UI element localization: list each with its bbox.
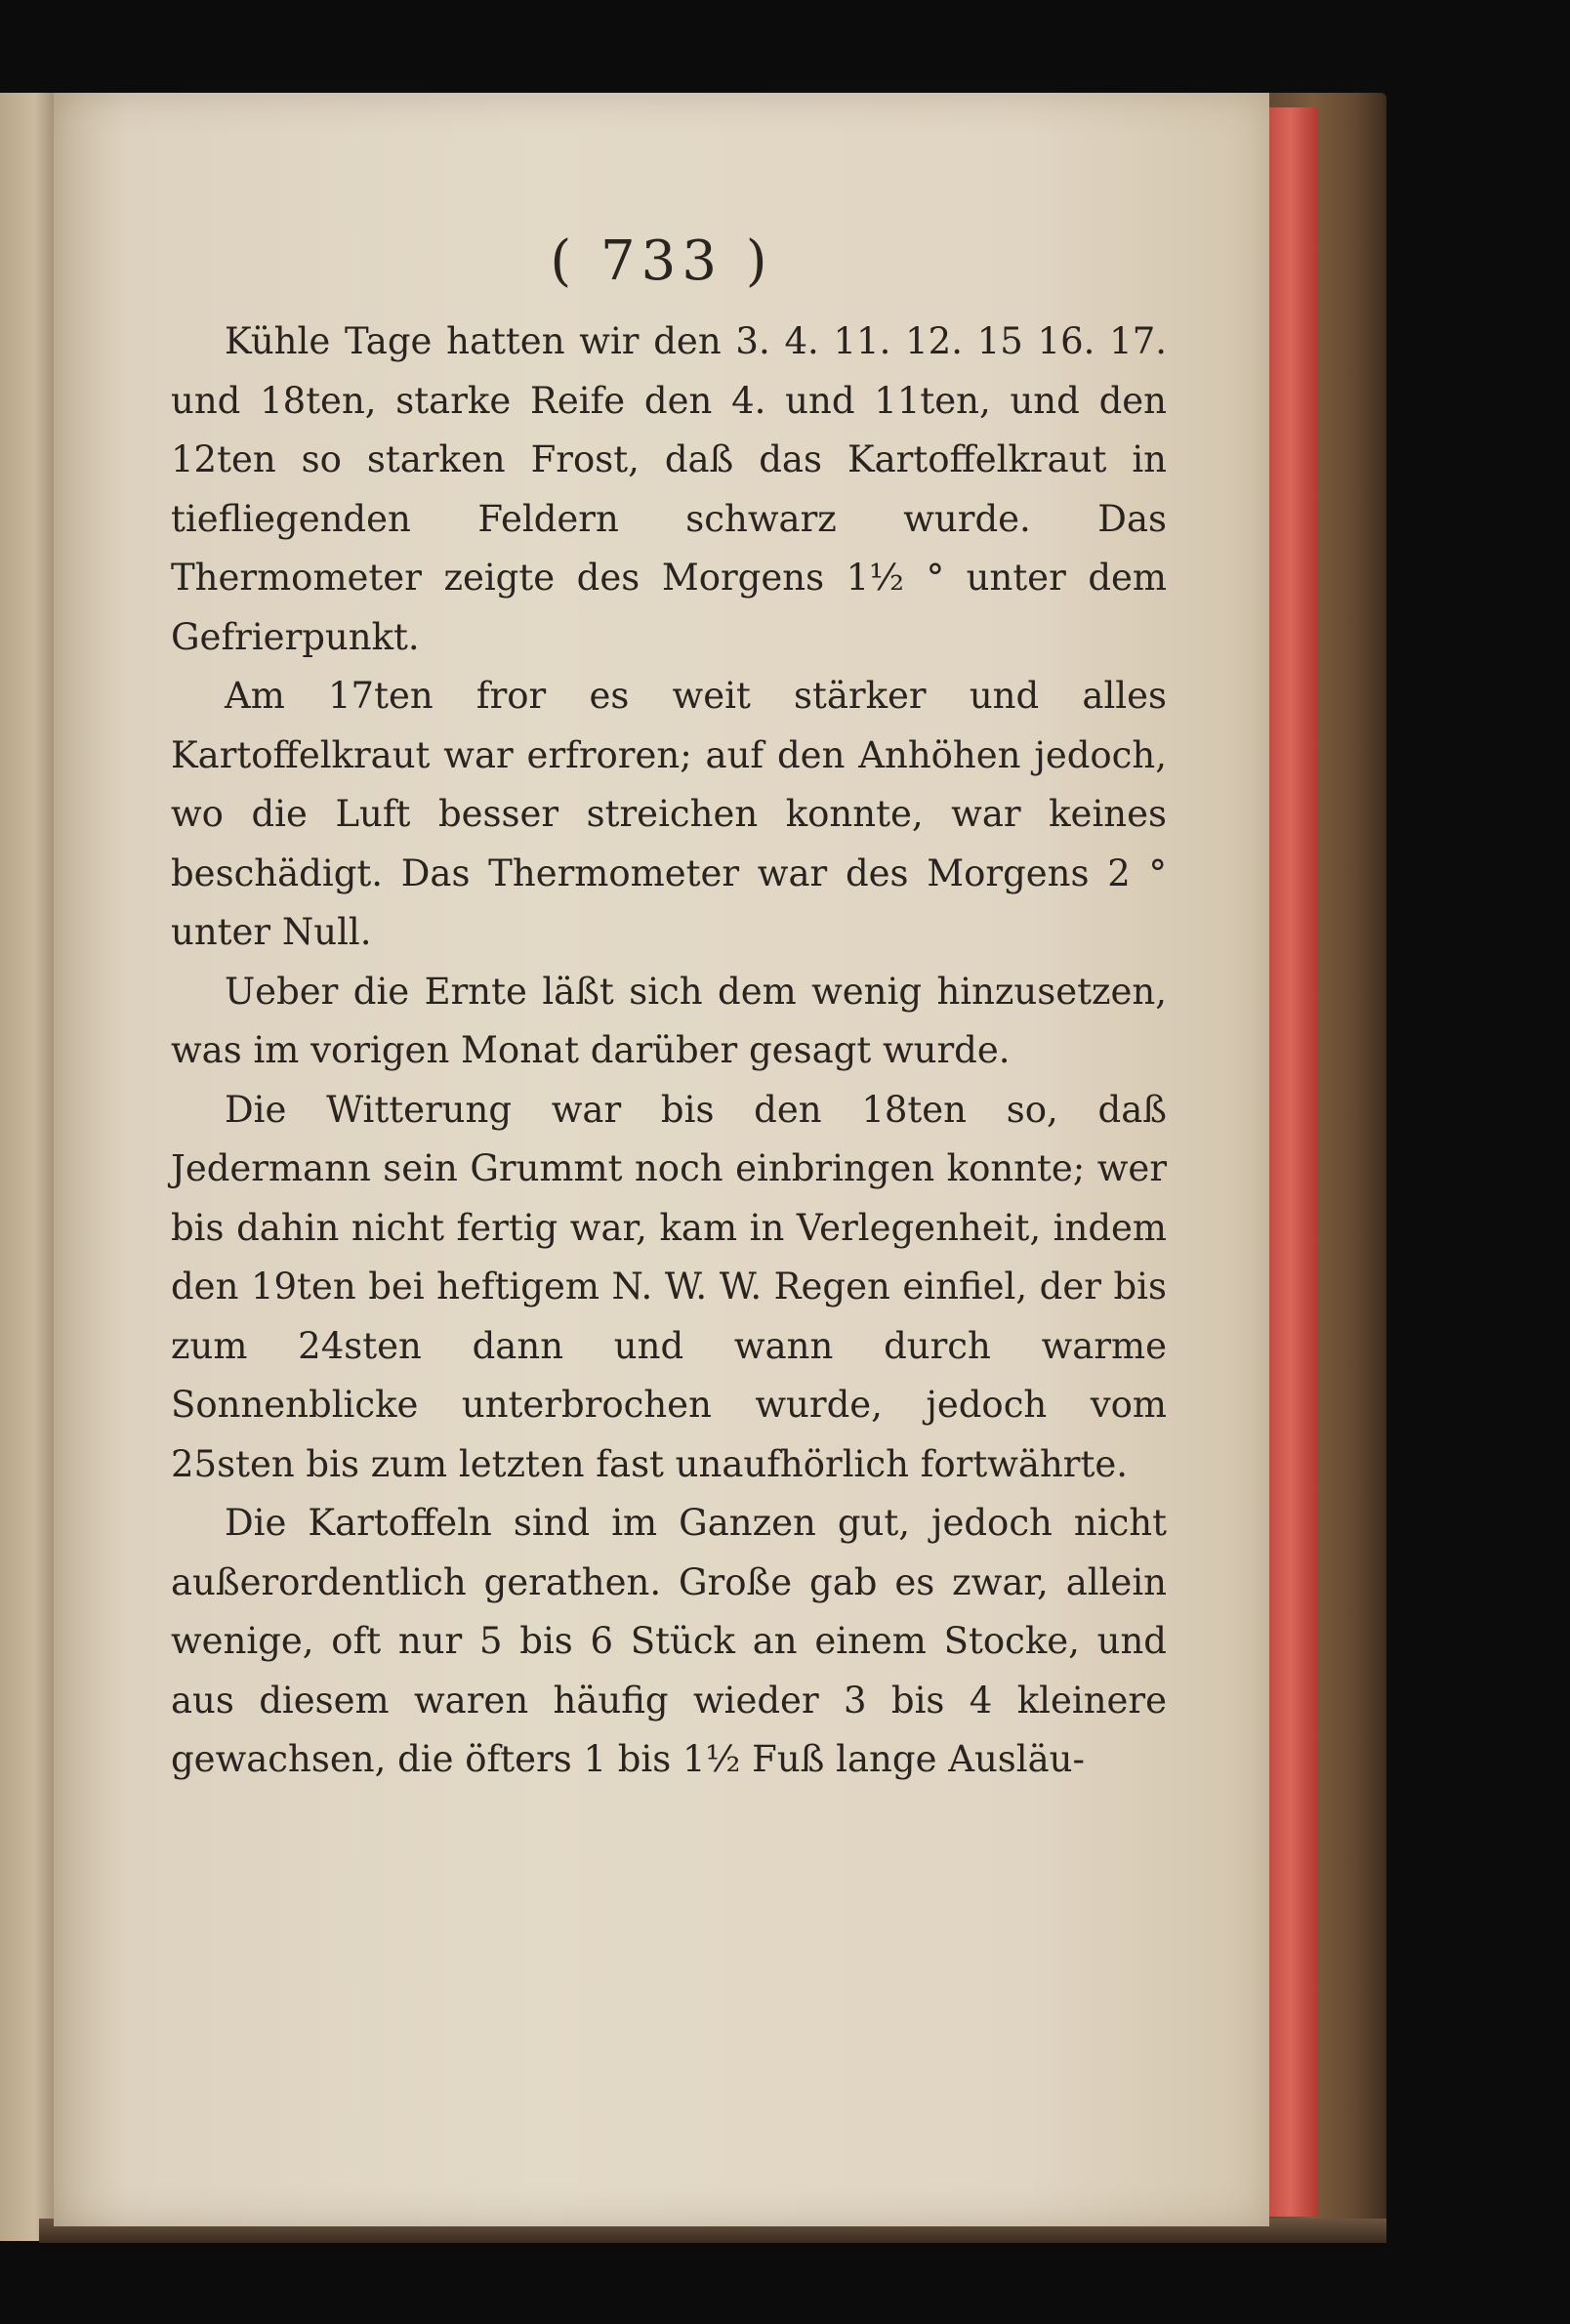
paragraph-4: Die Witterung war bis den 18ten so, daß Jedermann sein Grummt noch einbringen konnte; wer bis dahin nicht fertig war, kam in Verlegenheit, indem den 19ten bei heftigem N. W. W. Regen einfiel, der bis zum 24sten dann und wann durch warme Sonnenblicke unterbrochen wurde, jedoch vom 25sten bis zum letzten fast unaufhörlich fortwährte. <box>171 1088 1167 1485</box>
paragraph-2: Am 17ten fror es weit stärker und alles Kartoffelkraut war erfroren; auf den Anhöhen jedoch, wo die Luft besser streichen konnte, war keines beschädigt. Das Thermometer war des Morgens 2 ° unter Null. <box>171 675 1167 953</box>
paragraph-3: Ueber die Ernte läßt sich dem wenig hinzusetzen, was im vorigen Monat darüber gesagt wurde. <box>171 970 1167 1071</box>
page-number: ( 733 ) <box>550 229 773 293</box>
red-page-edge <box>1267 107 1318 2217</box>
book-page <box>54 93 1269 2226</box>
page-text <box>171 312 1167 1790</box>
previous-page-edge <box>0 93 59 2241</box>
paragraph-5: Die Kartoffeln sind im Ganzen gut, jedoch nicht außerordentlich gerathen. Große gab es zwar, allein wenige, oft nur 5 bis 6 Stück an einem Stocke, und aus diesem waren häufig wieder 3 bis 4 kleinere gewachsen, die öfters 1 bis 1½ Fuß lange Ausläu- <box>171 1502 1167 1780</box>
paragraph-1: Kühle Tage hatten wir den 3. 4. 11. 12. 15 16. 17. und 18ten, starke Reife den 4. und 11ten, und den 12ten so starken Frost, daß das Kartoffelkraut in tiefliegenden Feldern schwarz wurde. Das Thermometer zeigte des Morgens 1½ ° unter dem Gefrierpunkt. <box>171 320 1167 658</box>
